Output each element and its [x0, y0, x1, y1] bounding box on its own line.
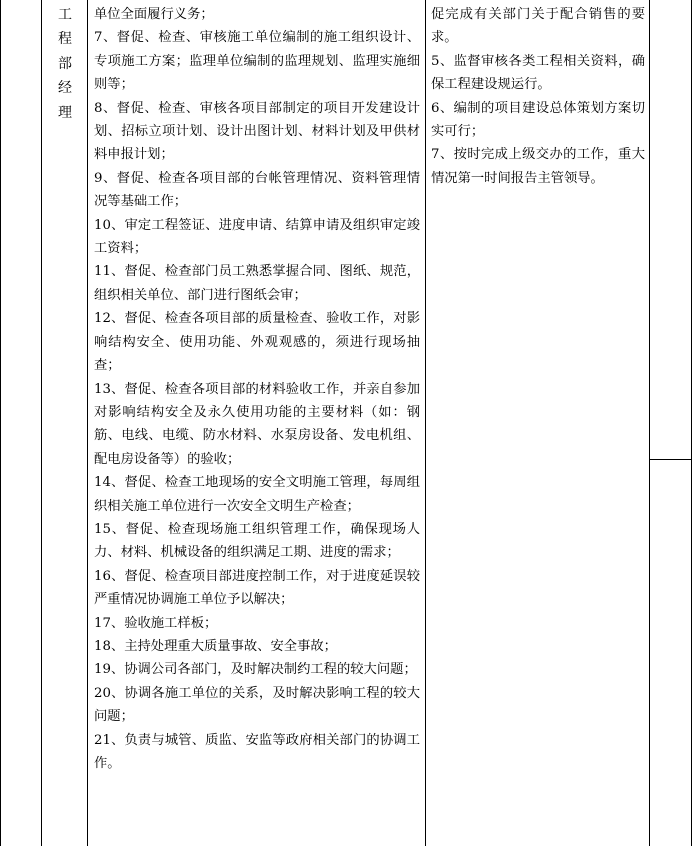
standard-item: 6、编制的项目建设总体策划方案切实可行；: [431, 100, 645, 140]
duty-item: 21、负责与城管、质监、安监等政府相关部门的协调工作。: [94, 732, 420, 771]
standards-list: [431, 3, 645, 190]
duty-item: 19、协调公司各部门，及时解决制约工程的较大问题；: [94, 662, 417, 678]
duty-item: 9、督促、检查各项目部的台帐管理情况、资料管理情况等基础工作；: [94, 170, 420, 210]
table-divider: [425, 0, 426, 846]
duty-item: 8、督促、检查、审核各项目部制定的项目开发建设计划、招标立项计划、设计出图计划、材料计划及甲供材料申报计划；: [94, 100, 420, 163]
duty-item: 17、验收施工样板；: [94, 615, 218, 631]
table-divider: [41, 0, 42, 846]
position-title-char: 理: [58, 104, 72, 121]
standard-item: 5、监督审核各类工程相关资料，确保工程建设规运行。: [431, 53, 645, 93]
duty-item: 16、督促、检查项目部进度控制工作，对于进度延误较严重情况协调施工单位予以解决；: [94, 568, 420, 608]
duty-item: 11、督促、检查部门员工熟悉掌握合同、图纸、规范，组织相关单位、部门进行图纸会审；: [94, 264, 420, 303]
position-title-char: 部: [58, 55, 72, 72]
standard-item: 促完成有关部门关于配合销售的要求。: [431, 7, 645, 46]
standard-item: 7、按时完成上级交办的工作，重大情况第一时间报告主管领导。: [431, 147, 645, 186]
table-row-divider: [649, 459, 691, 460]
duty-item: 7、督促、检查、审核施工单位编制的施工组织设计、专项施工方案；监理单位编制的监理规划、监理实施细则等；: [94, 30, 420, 93]
duty-item: 13、督促、检查各项目部的材料验收工作，并亲自参加对影响结构安全及永久使用功能的主要材料（如：钢筋、电线、电缆、防水材料、水泵房设备、发电机组、配电房设备等）的验收；: [94, 381, 420, 467]
duty-item: 14、督促、检查工地现场的安全文明施工管理，每周组织相关施工单位进行一次安全文明生产检查；: [94, 475, 420, 514]
duty-item: 18、主持处理重大质量事故、安全事故；: [94, 638, 337, 654]
position-title: [50, 3, 80, 125]
table-divider: [87, 0, 88, 846]
duty-item: 10、审定工程签证、进度申请、结算申请及组织审定竣工资料；: [94, 217, 420, 257]
duty-item: 15、督促、检查现场施工组织管理工作，确保现场人力、材料、机械设备的组织满足工期、进度的需求；: [94, 521, 420, 561]
duty-item: 12、督促、检查各项目部的质量检查、验收工作，对影响结构安全、使用功能、外观观感的，须进行现场抽查；: [94, 311, 420, 374]
duties-list: [94, 3, 420, 775]
table-divider: [649, 0, 650, 846]
position-title-char: 经: [58, 80, 72, 97]
table-border-right: [691, 0, 692, 846]
duty-item: 单位全面履行义务；: [94, 7, 214, 22]
position-title-char: 程: [58, 31, 72, 48]
duty-item: 20、协调各施工单位的关系，及时解决影响工程的较大问题；: [94, 685, 420, 725]
position-title-char: 工: [58, 7, 72, 23]
table-border-left: [0, 0, 1, 846]
